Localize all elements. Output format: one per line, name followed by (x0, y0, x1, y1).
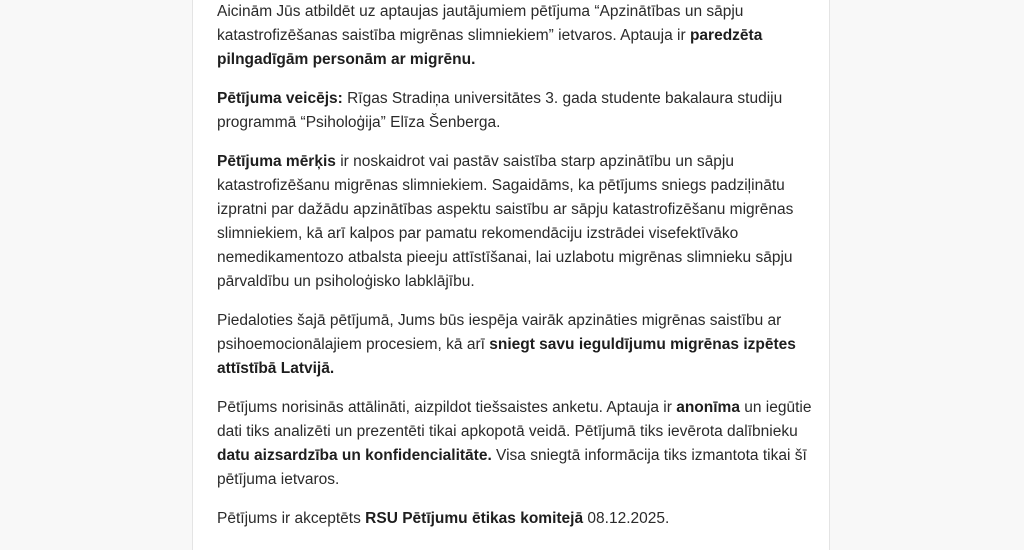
intro-text: Aicinām Jūs atbildēt uz aptaujas jautājumiem pētījuma “Apzinātības un sāpju katastrofizēšanas saistība migrēnas slimniekiem” ietvaros. Aptauja ir (217, 3, 744, 44)
researcher-paragraph (217, 87, 817, 135)
privacy-paragraph (217, 396, 817, 492)
benefit-text: Piedaloties šajā pētījumā, Jums būs iespēja vairāk apzināties migrēnas saistību ar psihoemocionālajiem procesiem, kā arī (217, 312, 782, 353)
survey-description-card (192, 0, 830, 550)
aim-paragraph (217, 150, 817, 294)
ethics-paragraph (217, 507, 817, 531)
benefit-highlight: sniegt savu ieguldījumu migrēnas izpētes attīstībā Latvijā. (217, 336, 796, 377)
privacy-text-2: un iegūtie dati tiks analizēti un prezentēti tikai apkopotā veidā. Pētījumā tiks ievērota dalībnieku (217, 399, 812, 440)
researcher-label: Pētījuma veicējs: (217, 90, 343, 107)
privacy-anonymous: anonīma (676, 399, 740, 416)
ethics-committee: RSU Pētījumu ētikas komitejā (365, 510, 584, 527)
privacy-text-3: Visa sniegtā informācija tiks izmantota tikai šī pētījuma ietvaros. (217, 447, 807, 488)
ethics-text-1: Pētījums ir akceptēts (217, 510, 366, 527)
aim-text: ir noskaidrot vai pastāv saistība starp apzinātību un sāpju katastrofizēšanu migrēnas slimniekiem. Sagaidāms, ka pētījums sniegs padziļinātu izpratni par dažādu apzinātības aspektu saistību ar sāpju katastrofizēšanu migrēnas slimniekiem, kā arī kalpos par pamatu rekomendāciju izstrādei visefektīvāko nemedikamentozo atbalsta pieeju attīstīšanai, lai uzlabotu migrēnas slimnieku sāpju pārvaldību un psiholoģisko labklājību. (217, 153, 794, 290)
benefit-paragraph (217, 309, 817, 381)
ethics-date: 08.12.2025. (583, 510, 670, 527)
privacy-data-protection: datu aizsardzība un konfidencialitāte. (217, 447, 492, 464)
researcher-text: Rīgas Stradiņa universitātes 3. gada studente bakalaura studiju programmā “Psiholoģija” Elīza Šenberga. (217, 90, 783, 131)
intro-paragraph (217, 0, 817, 72)
intro-target-audience: paredzēta pilngadīgām personām ar migrēnu. (217, 27, 763, 68)
privacy-text-1: Pētījums norisinās attālināti, aizpildot tiešsaistes anketu. Aptauja ir (217, 399, 677, 416)
aim-label: Pētījuma mērķis (217, 153, 336, 170)
survey-description-content (217, 0, 817, 546)
